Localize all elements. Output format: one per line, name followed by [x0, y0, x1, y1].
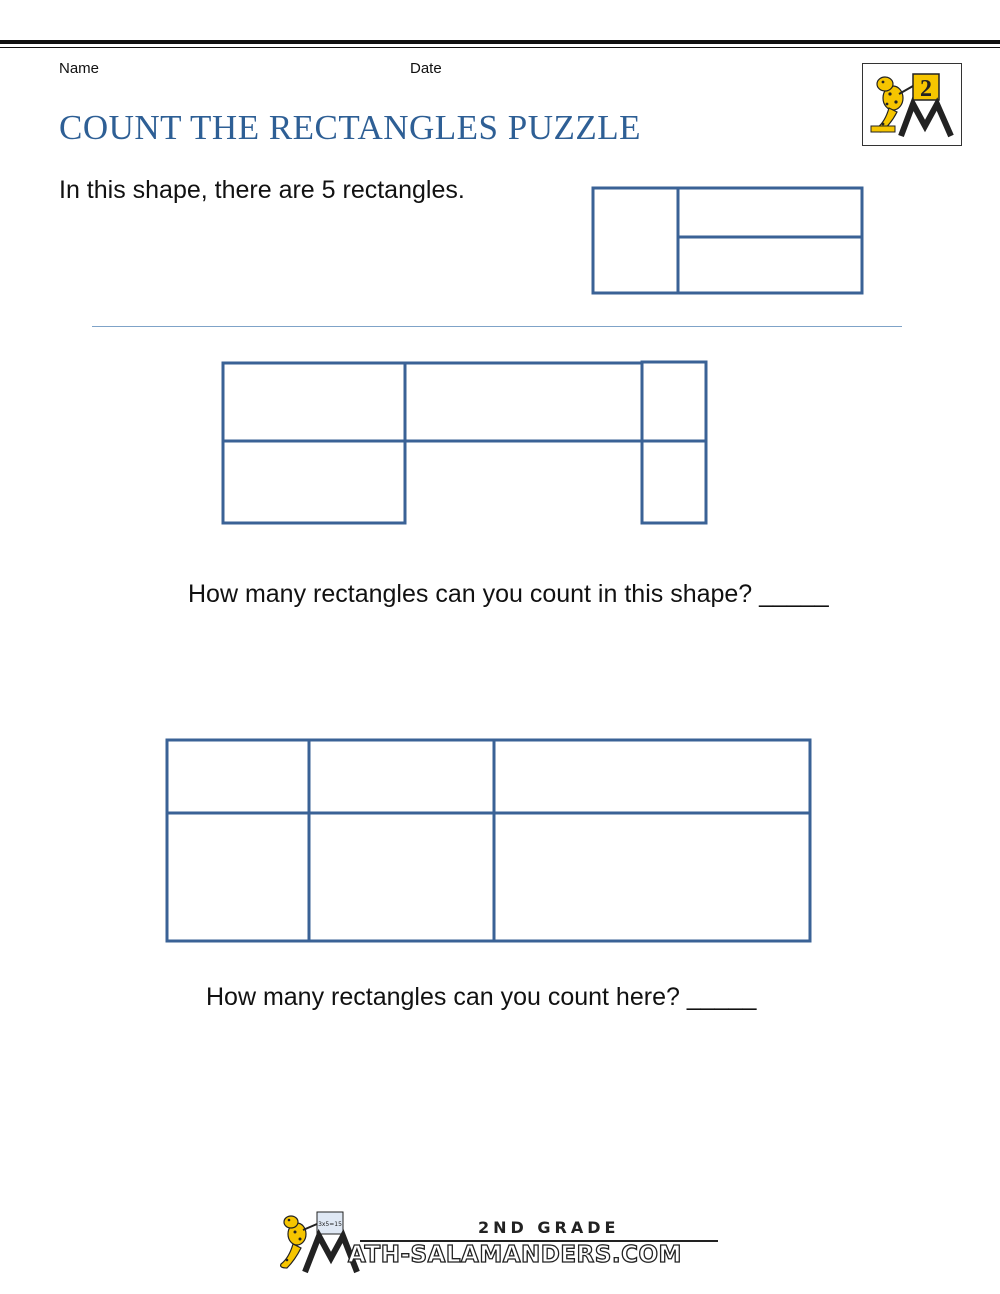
logo-grade-number: 2 — [920, 76, 932, 102]
name-label: Name — [59, 60, 100, 77]
example-text: In this shape, there are 5 rectangles. — [59, 176, 465, 204]
date-label: Date — [410, 60, 442, 77]
footer-site-text: ATH-SALAMANDERS.COM — [348, 1242, 682, 1268]
page-title: COUNT THE RECTANGLES PUZZLE — [59, 108, 642, 147]
footer-grade-text: 2ND GRADE — [478, 1218, 620, 1237]
question-1: How many rectangles can you count in this shape? _____ — [188, 580, 829, 608]
question-2: How many rectangles can you count here? _____ — [206, 983, 757, 1011]
footer-board-text: 3x5=15 — [318, 1221, 342, 1228]
